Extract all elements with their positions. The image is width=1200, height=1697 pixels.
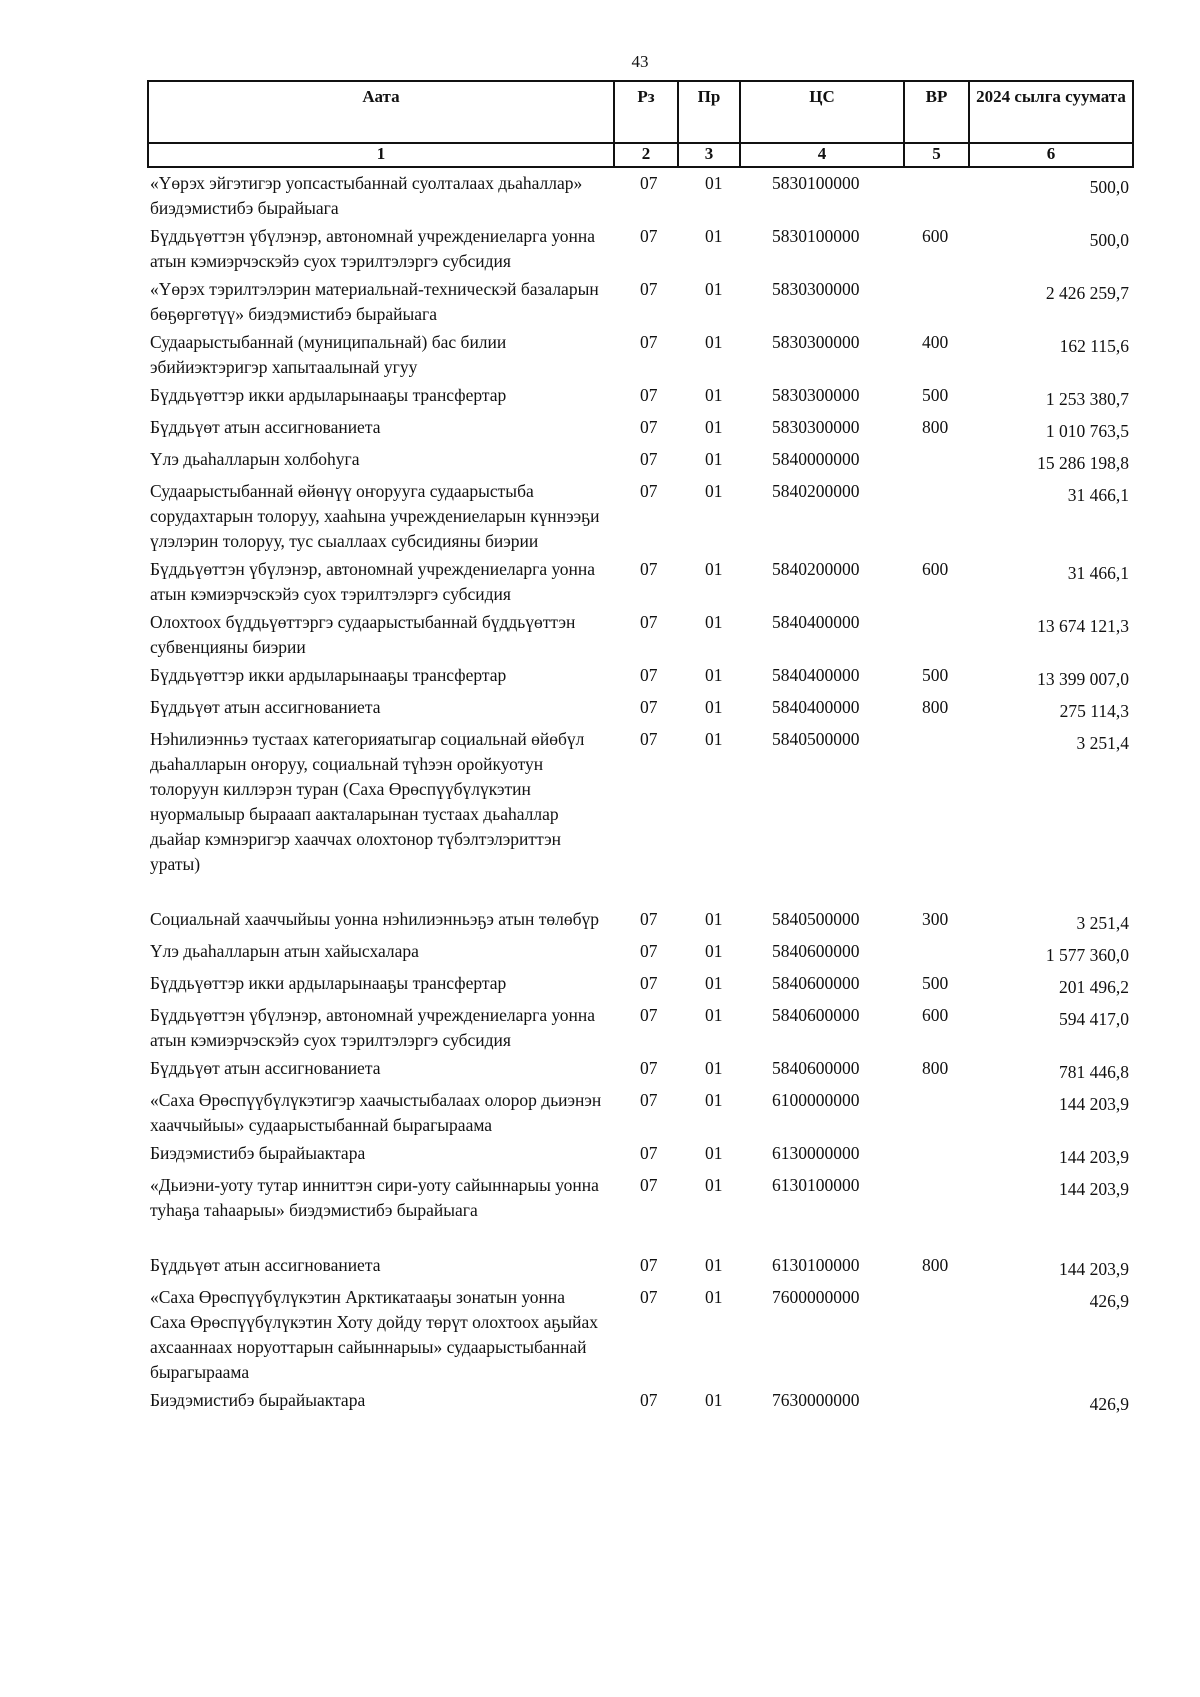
table-row [148, 692, 1133, 724]
table-row [148, 1170, 1133, 1250]
row-rz: 07 [640, 173, 658, 193]
row-pr: 01 [705, 1058, 723, 1078]
row-amount: 15 286 198,8 [1037, 453, 1129, 473]
row-pr: 01 [705, 332, 723, 352]
row-pr: 01 [705, 1255, 723, 1275]
row-name: Бүддьүөттэн үбүлэнэр, автономнай учреждениеларга уонна атын кэмиэрчэскэйэ суох тэрилтэлэргэ субсидия [150, 559, 596, 604]
table-row [148, 1385, 1133, 1417]
row-pr: 01 [705, 1287, 723, 1307]
table-row [148, 968, 1133, 1000]
row-cs: 5840500000 [772, 729, 860, 749]
row-cs: 5830300000 [772, 279, 860, 299]
row-name: Нэһилиэнньэ тустаах категорияатыгар социальнай өйөбүл дьаһалларын оҥоруу, социальнай түһээн оройкуотун толоруун киллэрэн туран (Саха Өрөспүүбүлүкэтин нуормалыыр бырааап аакталарынан тустаах дьаһаллар дьайар кэмнэригэр хааччах олохтонор түбэлтэлэриттэн ураты) [150, 729, 585, 874]
row-cs: 5840200000 [772, 559, 860, 579]
row-cs: 5840400000 [772, 697, 860, 717]
row-rz: 07 [640, 1287, 658, 1307]
row-name: «Үөрэх эйгэтигэр уопсастыбаннай суолталаах дьаһаллар» биэдэмистибэ бырайыага [150, 173, 583, 218]
row-name: Үлэ дьаһалларын холбоһуга [150, 449, 360, 469]
row-vr: 400 [922, 332, 949, 352]
row-amount: 500,0 [1089, 177, 1129, 197]
table-row [148, 380, 1133, 412]
row-rz: 07 [640, 559, 658, 579]
row-rz: 07 [640, 665, 658, 685]
row-name: Бүддьүөттэн үбүлэнэр, автономнай учреждениеларга уонна атын кэмиэрчэскэйэ суох тэрилтэлэргэ субсидия [150, 1005, 596, 1050]
row-pr: 01 [705, 226, 723, 246]
row-rz: 07 [640, 909, 658, 929]
row-name: Судаарыстыбаннай (муниципальнай) бас билии эбийиэктэригэр хапытаалынай угуу [150, 332, 507, 377]
row-rz: 07 [640, 417, 658, 437]
row-name: Социальнай хааччыйыы уонна нэһилиэнньэҕэ атын төлөбүр [150, 909, 600, 929]
row-amount: 31 466,1 [1067, 563, 1129, 583]
row-name: Бүддьүөттэр икки ардыларынааҕы трансфертар [150, 973, 507, 993]
row-cs: 7630000000 [772, 1390, 860, 1410]
row-amount: 1 577 360,0 [1045, 945, 1129, 965]
row-pr: 01 [705, 941, 723, 961]
row-pr: 01 [705, 1143, 723, 1163]
row-amount: 3 251,4 [1076, 733, 1129, 753]
row-cs: 6130000000 [772, 1143, 860, 1163]
table-row [148, 1053, 1133, 1085]
table-row [148, 444, 1133, 476]
row-rz: 07 [640, 1255, 658, 1275]
row-name: Олохтоох бүддьүөттэргэ судаарыстыбаннай бүддьүөттэн субвенцияны биэрии [150, 612, 576, 657]
row-vr: 500 [922, 973, 949, 993]
row-cs: 5840400000 [772, 612, 860, 632]
table-row [148, 221, 1133, 274]
row-name: Биэдэмистибэ бырайыактара [150, 1390, 366, 1410]
row-rz: 07 [640, 941, 658, 961]
row-pr: 01 [705, 481, 723, 501]
row-pr: 01 [705, 449, 723, 469]
row-rz: 07 [640, 697, 658, 717]
row-name: Бүддьүөт атын ассигнованиета [150, 417, 381, 437]
column-number: 3 [678, 143, 740, 167]
row-amount: 144 203,9 [1059, 1259, 1129, 1279]
page-number: 43 [631, 52, 649, 71]
row-name: Бүддьүөттэн үбүлэнэр, автономнай учреждениеларга уонна атын кэмиэрчэскэйэ суох тэрилтэлэргэ субсидия [150, 226, 596, 271]
row-rz: 07 [640, 1005, 658, 1025]
row-vr: 500 [922, 665, 949, 685]
row-name: Бүддьүөт атын ассигнованиета [150, 1255, 381, 1275]
table-row [148, 1085, 1133, 1138]
table-header [148, 81, 1133, 167]
row-vr: 600 [922, 226, 949, 246]
row-pr: 01 [705, 385, 723, 405]
row-name: Бүддьүөт атын ассигнованиета [150, 697, 381, 717]
header-rz: Рз [614, 81, 678, 143]
row-vr: 800 [922, 697, 949, 717]
row-rz: 07 [640, 226, 658, 246]
table-row [148, 660, 1133, 692]
row-amount: 1 253 380,7 [1045, 389, 1129, 409]
row-amount: 426,9 [1089, 1394, 1129, 1414]
row-amount: 144 203,9 [1059, 1179, 1129, 1199]
row-cs: 5830100000 [772, 173, 860, 193]
header-name: Аата [148, 81, 614, 143]
table-row [148, 167, 1133, 221]
row-amount: 144 203,9 [1059, 1094, 1129, 1114]
table-row [148, 1138, 1133, 1170]
row-name: «Үөрэх тэрилтэлэрин материальнай-техническэй базаларын бөҕөргөтүү» биэдэмистибэ бырайыага [150, 279, 599, 324]
row-rz: 07 [640, 1175, 658, 1195]
row-pr: 01 [705, 665, 723, 685]
row-cs: 5840600000 [772, 1005, 860, 1025]
table-row [148, 327, 1133, 380]
row-cs: 5830300000 [772, 417, 860, 437]
row-vr: 300 [922, 909, 949, 929]
row-rz: 07 [640, 973, 658, 993]
row-pr: 01 [705, 612, 723, 632]
table-row [148, 476, 1133, 554]
row-amount: 275 114,3 [1059, 701, 1129, 721]
table-row [148, 936, 1133, 968]
row-pr: 01 [705, 909, 723, 929]
row-amount: 594 417,0 [1059, 1009, 1129, 1029]
budget-table-container [147, 80, 1132, 1417]
row-vr: 800 [922, 1255, 949, 1275]
row-cs: 6130100000 [772, 1255, 860, 1275]
row-cs: 5840600000 [772, 1058, 860, 1078]
row-amount: 13 399 007,0 [1037, 669, 1129, 689]
row-vr: 500 [922, 385, 949, 405]
row-name: Үлэ дьаһалларын атын хайысхалара [150, 941, 419, 961]
header-pr: Пр [678, 81, 740, 143]
header-vr: ВР [904, 81, 969, 143]
table-row [148, 724, 1133, 904]
row-pr: 01 [705, 973, 723, 993]
column-number: 5 [904, 143, 969, 167]
table-row [148, 607, 1133, 660]
row-amount: 426,9 [1089, 1291, 1129, 1311]
table-row [148, 274, 1133, 327]
row-pr: 01 [705, 1390, 723, 1410]
row-pr: 01 [705, 559, 723, 579]
row-name: Бүддьүөт атын ассигнованиета [150, 1058, 381, 1078]
row-name: Бүддьүөттэр икки ардыларынааҕы трансфертар [150, 665, 507, 685]
row-rz: 07 [640, 481, 658, 501]
row-rz: 07 [640, 1090, 658, 1110]
row-cs: 6130100000 [772, 1175, 860, 1195]
row-vr: 800 [922, 1058, 949, 1078]
row-cs: 5840600000 [772, 973, 860, 993]
table-row [148, 1282, 1133, 1385]
row-rz: 07 [640, 612, 658, 632]
row-cs: 7600000000 [772, 1287, 860, 1307]
column-number: 1 [148, 143, 614, 167]
row-cs: 5840400000 [772, 665, 860, 685]
row-amount: 31 466,1 [1067, 485, 1129, 505]
row-pr: 01 [705, 1090, 723, 1110]
header-amount: 2024 сылга суумата [969, 81, 1133, 143]
row-rz: 07 [640, 279, 658, 299]
row-cs: 5840600000 [772, 941, 860, 961]
row-pr: 01 [705, 417, 723, 437]
row-rz: 07 [640, 1058, 658, 1078]
table-body [148, 167, 1133, 1417]
row-pr: 01 [705, 697, 723, 717]
row-rz: 07 [640, 449, 658, 469]
row-amount: 13 674 121,3 [1037, 616, 1129, 636]
row-amount: 781 446,8 [1059, 1062, 1129, 1082]
column-number: 4 [740, 143, 904, 167]
row-cs: 5830300000 [772, 332, 860, 352]
row-cs: 5840200000 [772, 481, 860, 501]
row-cs: 5840000000 [772, 449, 860, 469]
table-row [148, 1250, 1133, 1282]
row-amount: 1 010 763,5 [1045, 421, 1129, 441]
row-pr: 01 [705, 1175, 723, 1195]
row-name: «Саха Өрөспүүбүлүкэтигэр хаачыстыбалаах олорор дьиэнэн хааччыйыы» судаарыстыбаннай бырагыраама [150, 1090, 602, 1135]
row-pr: 01 [705, 729, 723, 749]
budget-table [147, 80, 1134, 1417]
row-rz: 07 [640, 1390, 658, 1410]
row-name: «Саха Өрөспүүбүлүкэтин Арктикатааҕы зонатын уонна Саха Өрөспүүбүлүкэтин Хоту дойду төрүт олохтоох аҕыйах ахсааннаах норуоттарын сайыннарыы» судаарыстыбаннай бырагыраама [150, 1287, 599, 1382]
row-pr: 01 [705, 1005, 723, 1025]
row-rz: 07 [640, 385, 658, 405]
row-cs: 5840500000 [772, 909, 860, 929]
row-vr: 800 [922, 417, 949, 437]
row-vr: 600 [922, 559, 949, 579]
header-cs: ЦС [740, 81, 904, 143]
row-amount: 201 496,2 [1059, 977, 1129, 997]
row-vr: 600 [922, 1005, 949, 1025]
row-amount: 2 426 259,7 [1045, 283, 1129, 303]
row-cs: 6100000000 [772, 1090, 860, 1110]
row-amount: 500,0 [1089, 230, 1129, 250]
table-row [148, 412, 1133, 444]
row-name: Биэдэмистибэ бырайыактара [150, 1143, 366, 1163]
row-amount: 162 115,6 [1059, 336, 1129, 356]
column-number: 2 [614, 143, 678, 167]
row-pr: 01 [705, 279, 723, 299]
table-row [148, 554, 1133, 607]
row-rz: 07 [640, 729, 658, 749]
table-row [148, 1000, 1133, 1053]
column-number: 6 [969, 143, 1133, 167]
row-rz: 07 [640, 332, 658, 352]
row-name: Бүддьүөттэр икки ардыларынааҕы трансфертар [150, 385, 507, 405]
row-name: Судаарыстыбаннай өйөнүү оҥорууга судаарыстыба сорудахтарын толоруу, хааһына учреждениеларын күннээҕи үлэлэрин толоруу, тус сыаллаах субсидияны биэрии [150, 481, 600, 551]
row-cs: 5830300000 [772, 385, 860, 405]
row-rz: 07 [640, 1143, 658, 1163]
row-amount: 144 203,9 [1059, 1147, 1129, 1167]
table-row [148, 904, 1133, 936]
row-amount: 3 251,4 [1076, 913, 1129, 933]
row-pr: 01 [705, 173, 723, 193]
row-cs: 5830100000 [772, 226, 860, 246]
row-name: «Дьиэни-уоту тутар инниттэн сири-уоту сайыннарыы уонна туһаҕа таһаарыы» биэдэмистибэ бырайыага [150, 1175, 599, 1220]
